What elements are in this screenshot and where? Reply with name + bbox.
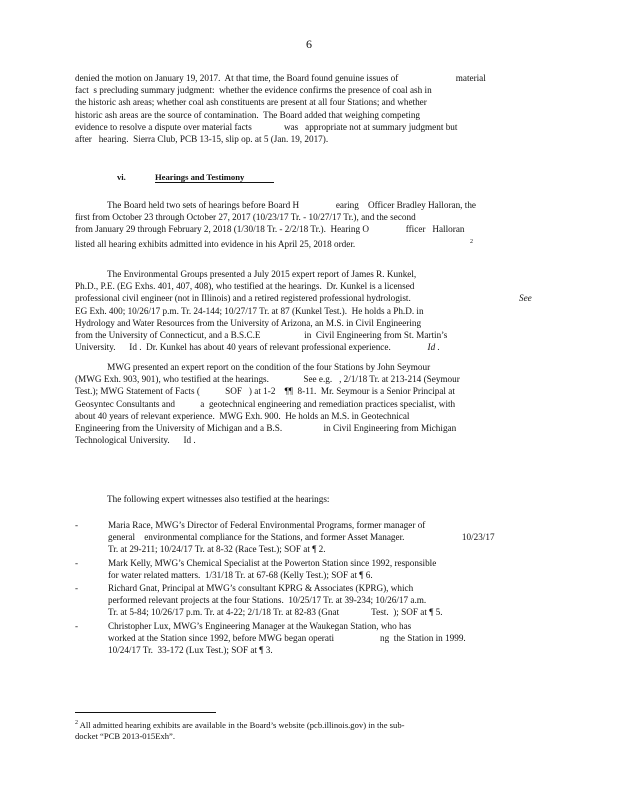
list-item: [75, 582, 578, 619]
text-line: denied the motion on January 19, 2017. At that time, the Board found genuine issues of material: [75, 73, 486, 83]
text-line: [75, 341, 447, 353]
text-segment: listed all hearing exhibits admitted into evidence in his April 25, 2018 order.: [75, 238, 356, 249]
footnote: [75, 718, 405, 742]
text-line: (MWG Exh. 903, 901), who testified at the hearings. See e.g. , 2/1/18 Tr. at 213-214 (Seymour: [75, 374, 460, 385]
text-line: Engineering from the University of Michigan and a B.S. in Civil Engineering from Michigan: [75, 423, 457, 434]
paragraph-witness-intro: [75, 493, 329, 505]
text-line: [75, 236, 476, 250]
text-line: professional civil engineer (not in Illinois) and a retired registered professional hydrologist.: [75, 293, 411, 304]
footnote-reference: 2: [470, 238, 474, 245]
paragraph-hearings: [75, 199, 476, 250]
text-line: general environmental compliance for the Stations, and former Asset Manager. 10/23/17: [108, 532, 495, 543]
text-line: historic ash areas are the source of contamination. The Board added that weighing competing: [75, 109, 421, 120]
section-title: Hearings and Testimony: [155, 172, 274, 183]
list-item: [75, 557, 578, 581]
text-segment: All admitted hearing exhibits are available in the Board’s website (pcb.illinois.gov) in the sub-: [78, 719, 405, 730]
text-line: MWG presented an expert report on the condition of the four Stations by John Seymour: [75, 362, 431, 372]
witness-list: [75, 519, 578, 657]
footnote-divider: [75, 712, 216, 713]
list-item: [75, 519, 578, 556]
list-dash: -: [75, 620, 79, 631]
footnote-mark: 2: [75, 720, 78, 726]
section-heading: [117, 172, 274, 183]
text-line: Christopher Lux, MWG’s Engineering Manager at the Waukegan Station, who has: [108, 620, 412, 631]
text-line: from January 29 through February 2, 2018 (1/30/18 Tr. - 2/2/18 Tr.). Hearing O fficer Halloran: [75, 224, 465, 235]
section-number: vi.: [117, 172, 126, 182]
text-line: Tr. at 5-84; 10/26/17 p.m. Tr. at 4-22; 2/1/18 Tr. at 82-83 (Gnat Test. ); SOF at ¶ 5.: [108, 607, 443, 618]
citation-see: See: [519, 293, 532, 303]
text-line: Ph.D., P.E. (EG Exhs. 401, 407, 408), who testified at the hearings. Dr. Kunkel is a licensed: [75, 281, 415, 292]
paragraph-summary-judgment: [75, 72, 486, 145]
text-line: Maria Race, MWG’s Director of Federal Environmental Programs, former manager of: [108, 520, 426, 530]
text-line: performed relevant projects at the four Stations. 10/25/17 Tr. at 39-234; 10/26/17 a.m.: [108, 595, 427, 606]
text-line: 10/24/17 Tr. 33-172 (Lux Test.); SOF at ¶ 3.: [108, 645, 273, 656]
text-line: the historic ash areas; whether coal ash constituents are present at all four Stations; and whether: [75, 97, 427, 108]
text-line: Test.); MWG Statement of Facts ( SOF ) at 1-2 ¶¶ 8-11. Mr. Seymour is a Senior Principal at: [75, 386, 455, 397]
paragraph-seymour: [75, 361, 460, 446]
text-line: Mark Kelly, MWG’s Chemical Specialist at the Powerton Station since 1992, responsible: [108, 557, 437, 568]
text-line: fact s precluding summary judgment: whether the evidence confirms the presence of coal ash in: [75, 85, 432, 96]
text-line: The Environmental Groups presented a July 2015 expert report of James R. Kunkel,: [75, 269, 417, 279]
paragraph-kunkel: [75, 268, 447, 353]
text-line: from the University of Connecticut, and a B.S.C.E in Civil Engineering from St. Martin’s: [75, 330, 448, 341]
text-line: The following expert witnesses also testified at the hearings:: [75, 494, 330, 504]
text-line: for water related matters. 1/31/18 Tr. at 67-68 (Kelly Test.); SOF at ¶ 6.: [108, 569, 373, 580]
text-line: Hydrology and Water Resources from the University of Arizona, an M.S. in Civil Engineering: [75, 317, 422, 328]
list-item: [75, 620, 578, 657]
list-dash: -: [75, 520, 79, 530]
text-line: Richard Gnat, Principal at MWG’s consultant KPRG & Associates (KPRG), which: [108, 583, 414, 594]
text-line: docket “PCB 2013-015Exh”.: [75, 730, 176, 741]
text-segment: University. Id . Dr. Kunkel has about 40 years of relevant professional experience.: [75, 342, 391, 353]
text-line: about 40 years of relevant experience. MWG Exh. 900. He holds an M.S. in Geotechnical: [75, 410, 410, 421]
list-dash: -: [75, 557, 79, 568]
text-line: EG Exh. 400; 10/26/17 p.m. Tr. 24-144; 10/27/17 Tr. at 87 (Kunkel Test.). He holds a Ph.D. in: [75, 305, 424, 316]
citation-id: Id .: [427, 342, 440, 353]
text-line: worked at the Station since 1992, before MWG began operati ng the Station in 1999.: [108, 632, 466, 643]
text-line: Geosyntec Consultants and a geotechnical engineering and remediation practices specialist, with: [75, 398, 456, 409]
text-line: The Board held two sets of hearings before Board H earing Officer Bradley Halloran, the: [75, 200, 476, 210]
text-line: evidence to resolve a dispute over material facts was appropriate not at summary judgment but: [75, 121, 458, 132]
text-line: Tr. at 29-211; 10/24/17 Tr. at 8-32 (Race Test.); SOF at ¶ 2.: [108, 544, 326, 555]
page-number: 6: [306, 37, 312, 51]
text-line: [75, 718, 405, 731]
text-line: Technological University. Id .: [75, 435, 196, 446]
list-dash: -: [75, 583, 79, 594]
text-line: after hearing. Sierra Club, PCB 13-15, slip op. at 5 (Jan. 19, 2017).: [75, 134, 329, 145]
text-line: first from October 23 through October 27, 2017 (10/23/17 Tr. - 10/27/17 Tr.), and the second: [75, 212, 416, 223]
